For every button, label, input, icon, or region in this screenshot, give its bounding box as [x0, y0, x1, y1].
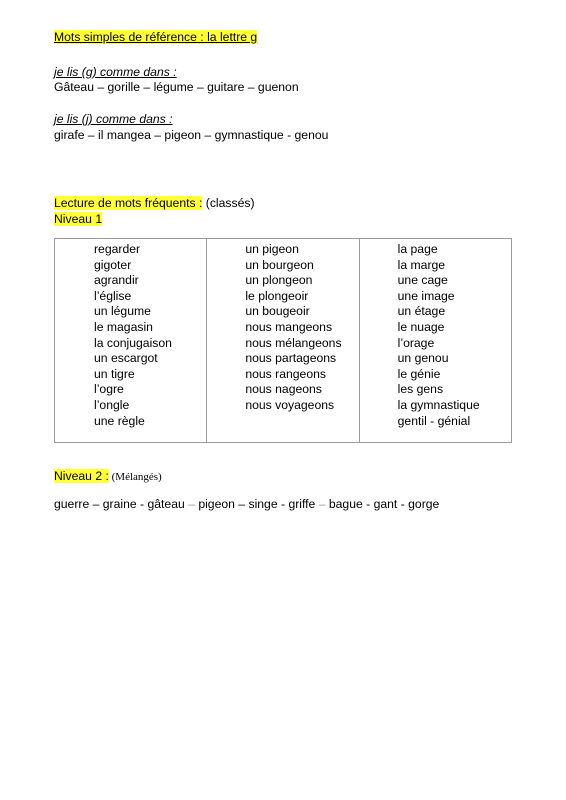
list-item: les gens — [397, 382, 444, 397]
lecture-heading-text: Lecture de mots fréquents : — [54, 196, 203, 210]
list-item: le magasin — [94, 319, 153, 334]
list-item: gentil - génial — [397, 413, 471, 428]
lecture-heading-suffix: (classés) — [202, 196, 255, 210]
niveau1-label — [54, 212, 102, 227]
column-1 — [55, 239, 207, 443]
list-item: nous nageons — [245, 382, 322, 397]
niveau2-words — [54, 497, 439, 512]
list-item: une cage — [397, 273, 448, 288]
section-j-words: girafe – il mangea – pigeon – gymnastique - genou — [54, 128, 329, 142]
list-item: un escargot — [94, 351, 158, 366]
page-title — [54, 30, 257, 45]
list-item: un étage — [397, 304, 446, 319]
list-item: l’église — [94, 288, 132, 303]
list-item: regarder — [94, 242, 141, 256]
list-item: l’ongle — [94, 397, 130, 412]
section-g-words: Gâteau – gorille – légume – guitare – guenon — [54, 80, 299, 94]
list-item: un plongeon — [245, 273, 313, 288]
list-item: la page — [397, 242, 438, 256]
list-item: un bourgeon — [245, 257, 314, 272]
list-item: un genou — [397, 351, 449, 366]
list-item: un bougeoir — [245, 304, 310, 319]
niveau2-dash: – — [318, 497, 326, 511]
list-item: le génie — [397, 366, 441, 381]
niveau2-dash: – — [188, 497, 195, 511]
section-j-heading: je lis (j) comme dans : — [54, 112, 173, 126]
column-2 — [207, 239, 359, 443]
list-item: nous rangeons — [245, 366, 326, 381]
list-item: l’orage — [397, 335, 435, 350]
list-item: gigoter — [94, 257, 132, 272]
niveau2-segment: guerre – graine - gâteau — [54, 497, 189, 511]
list-item: le nuage — [397, 319, 445, 334]
list-item: nous mélangeons — [245, 335, 342, 350]
list-item: un légume — [94, 304, 151, 319]
section-g-heading: je lis (g) comme dans : — [54, 65, 177, 79]
niveau2-segment: pigeon – singe - griffe — [194, 497, 319, 511]
title-text: Mots simples de référence : la lettre g — [54, 30, 258, 44]
word-table — [54, 238, 512, 443]
list-item: une image — [397, 288, 455, 303]
list-item: un tigre — [94, 366, 135, 381]
list-item: la marge — [397, 257, 446, 272]
niveau1-text: Niveau 1 — [54, 212, 103, 226]
list-item: le plongeoir — [245, 288, 309, 303]
list-item: un pigeon — [245, 242, 299, 256]
column-3 — [359, 239, 511, 443]
list-item: nous partageons — [245, 351, 337, 366]
list-item: l’ogre — [94, 382, 124, 397]
lecture-heading — [54, 196, 255, 211]
table-row — [55, 239, 512, 443]
niveau2-heading — [54, 469, 162, 485]
list-item: la gymnastique — [397, 397, 480, 412]
list-item: la conjugaison — [94, 335, 172, 350]
list-item: nous voyageons — [245, 397, 335, 412]
niveau2-segment: bague - gant - gorge — [325, 497, 440, 511]
list-item: nous mangeons — [245, 319, 333, 334]
niveau2-label: Niveau 2 : — [54, 469, 109, 483]
list-item: agrandir — [94, 273, 139, 288]
niveau2-suffix: (Mélangés) — [108, 471, 162, 483]
list-item: une règle — [94, 413, 145, 428]
